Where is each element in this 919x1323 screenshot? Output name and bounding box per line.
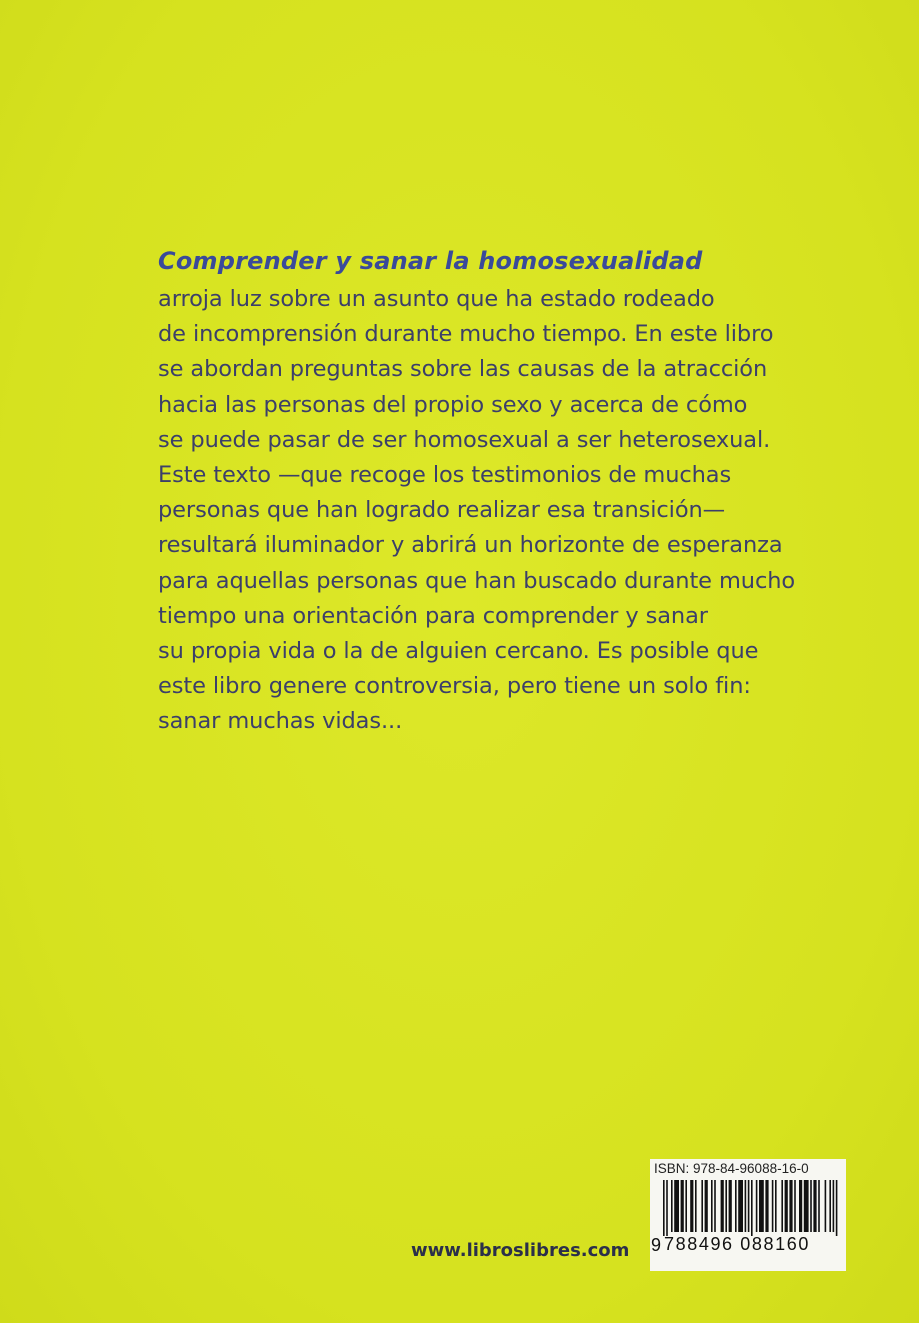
- blurb-line: para aquellas personas que han buscado durante mucho: [158, 567, 796, 594]
- barcode-bar: [794, 1180, 796, 1232]
- barcode-bar: [829, 1180, 831, 1232]
- blurb-line: este libro genere controversia, pero tiene un solo fin:: [158, 673, 751, 700]
- barcode-bar: [681, 1180, 684, 1232]
- barcode-bar: [729, 1180, 732, 1232]
- barcode-bar: [781, 1180, 783, 1232]
- book-title: Comprender y sanar la homosexualidad: [158, 247, 703, 275]
- blurb-line: personas que han logrado realizar esa transición—: [158, 497, 726, 524]
- barcode-bar: [690, 1180, 693, 1232]
- barcode-digits: 788496 088160: [664, 1234, 810, 1254]
- blurb-line: Este texto —que recoge los testimonios de muchas: [158, 462, 732, 489]
- barcode-bar: [785, 1180, 788, 1232]
- barcode-bar: [711, 1180, 713, 1232]
- barcode-bar: [818, 1180, 820, 1232]
- barcode-bar: [825, 1180, 827, 1232]
- barcode-bar: [799, 1180, 802, 1232]
- blurb-line: arroja luz sobre un asunto que ha estado rodeado: [158, 286, 715, 312]
- barcode-bar: [810, 1180, 812, 1232]
- barcode-bar: [759, 1180, 764, 1232]
- blurb-line: sanar muchas vidas...: [158, 708, 403, 735]
- barcode-bar: [813, 1180, 816, 1232]
- barcode-bar: [714, 1180, 716, 1232]
- barcode-lead-digit: 9: [651, 1235, 662, 1255]
- barcode-bar: [705, 1180, 708, 1232]
- barcode-bar: [685, 1180, 687, 1232]
- barcode-bar: [735, 1180, 737, 1232]
- barcode-bar: [765, 1180, 768, 1232]
- barcode-bar: [748, 1180, 750, 1232]
- barcode-bar: [674, 1180, 679, 1232]
- blurb-line: su propia vida o la de alguien cercano. Es posible que: [158, 638, 759, 665]
- barcode-bar: [751, 1180, 753, 1236]
- barcode-icon: [663, 1180, 839, 1236]
- blurb-line: tiempo una orientación para comprender y sanar: [158, 602, 708, 629]
- barcode-bar: [671, 1180, 673, 1232]
- barcode-bar: [833, 1180, 835, 1232]
- barcode-bar: [836, 1180, 838, 1236]
- blurb-line: se abordan preguntas sobre las causas de la atracción: [158, 356, 768, 383]
- barcode-bar: [745, 1180, 747, 1232]
- barcode-bar: [721, 1180, 724, 1232]
- blurb-line: de incomprensión durante mucho tiempo. En este libro: [158, 321, 774, 348]
- barcode-bar: [695, 1180, 697, 1232]
- publisher-website[interactable]: www.libroslibres.com: [411, 1240, 630, 1261]
- barcode-bar: [701, 1180, 703, 1232]
- barcode-bar: [666, 1180, 668, 1236]
- blurb-line: se puede pasar de ser homosexual a ser heterosexual.: [158, 426, 771, 453]
- barcode-bar: [725, 1180, 727, 1232]
- blurb-line: resultará iluminador y abrirá un horizonte de esperanza: [158, 532, 783, 559]
- barcode-bar: [756, 1180, 758, 1232]
- barcode-bar: [738, 1180, 743, 1232]
- barcode-label: [650, 1159, 846, 1271]
- barcode-bar: [663, 1180, 665, 1236]
- blurb-line: hacia las personas del propio sexo y acerca de cómo: [158, 391, 748, 418]
- barcode-bar: [772, 1180, 774, 1232]
- blurb-text: [158, 282, 858, 740]
- barcode-bar: [775, 1180, 777, 1232]
- barcode-bar: [804, 1180, 809, 1232]
- barcode-bar: [789, 1180, 792, 1232]
- isbn-text: ISBN: 978-84-96088-16-0: [654, 1161, 809, 1176]
